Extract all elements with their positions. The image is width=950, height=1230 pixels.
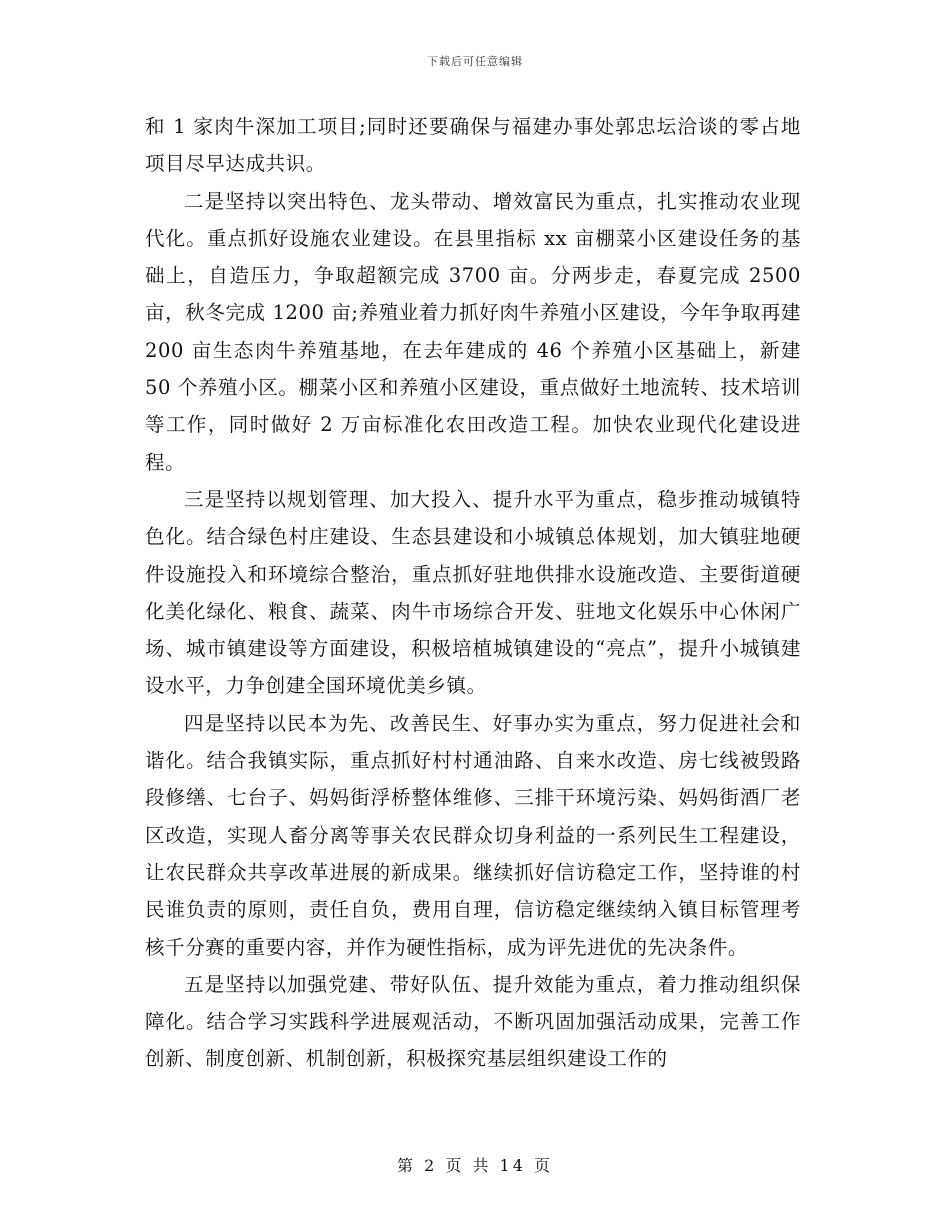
paragraph-1: 和 1 家肉牛深加工项目;同时还要确保与福建办事处郭忠坛洽谈的零占地项目尽早达成共识。 <box>145 115 801 176</box>
document-body <box>145 108 801 1078</box>
paragraph-4: 四是坚持以民本为先、改善民生、好事办实为重点，努力促进社会和谐化。结合我镇实际，重点抓好村村通油路、自来水改造、房七线被毁路段修缮、七台子、妈妈街浮桥整体维修、三排干环境污染、妈妈街酒厂老区改造，实现人畜分离等事关农民群众切身利益的一系列民生工程建设，让农民群众共享改革进展的新成果。继续抓好信访稳定工作，坚持谁的村民谁负责的原则，责任自负，费用自理，信访稳定继续纳入镇目标管理考核千分赛的重要内容，并作为硬性指标，成为评先进优的先决条件。 <box>145 711 801 959</box>
page-number-footer: 第 2 页 共 14 页 <box>397 1156 553 1175</box>
paragraph-3: 三是坚持以规划管理、加大投入、提升水平为重点，稳步推动城镇特色化。结合绿色村庄建设、生态县建设和小城镇总体规划，加大镇驻地硬件设施投入和环境综合整治，重点抓好驻地供排水设施改造、主要街道硬化美化绿化、粮食、蔬菜、肉牛市场综合开发、驻地文化娱乐中心休闲广场、城市镇建设等方面建设，积极培植城镇建设的“亮点”，提升小城镇建设水平，力争创建全国环境优美乡镇。 <box>145 487 801 698</box>
page-header-note: 下载后可任意编辑 <box>427 55 523 68</box>
paragraph-2: 二是坚持以突出特色、龙头带动、增效富民为重点，扎实推动农业现代化。重点抓好设施农业建设。在县里指标 xx 亩棚菜小区建设任务的基础上，自造压力，争取超额完成 3700 亩。分两步走，春夏完成 2500 亩，秋冬完成 1200 亩;养殖业着力抓好肉牛养殖小区建设，今年争取再建 200 亩生态肉牛养殖基地，在去年建成的 46 个养殖小区基础上，新建 50 个养殖小区。棚菜小区和养殖小区建设，重点做好土地流转、技术培训等工作，同时做好 2 万亩标准化农田改造工程。加快农业现代化建设进程。 <box>145 189 801 474</box>
paragraph-5: 五是坚持以加强党建、带好队伍、提升效能为重点，着力推动组织保障化。结合学习实践科学进展观活动，不断巩固加强活动成果，完善工作创新、制度创新、机制创新，积极探究基层组织建设工作的 <box>145 972 801 1071</box>
